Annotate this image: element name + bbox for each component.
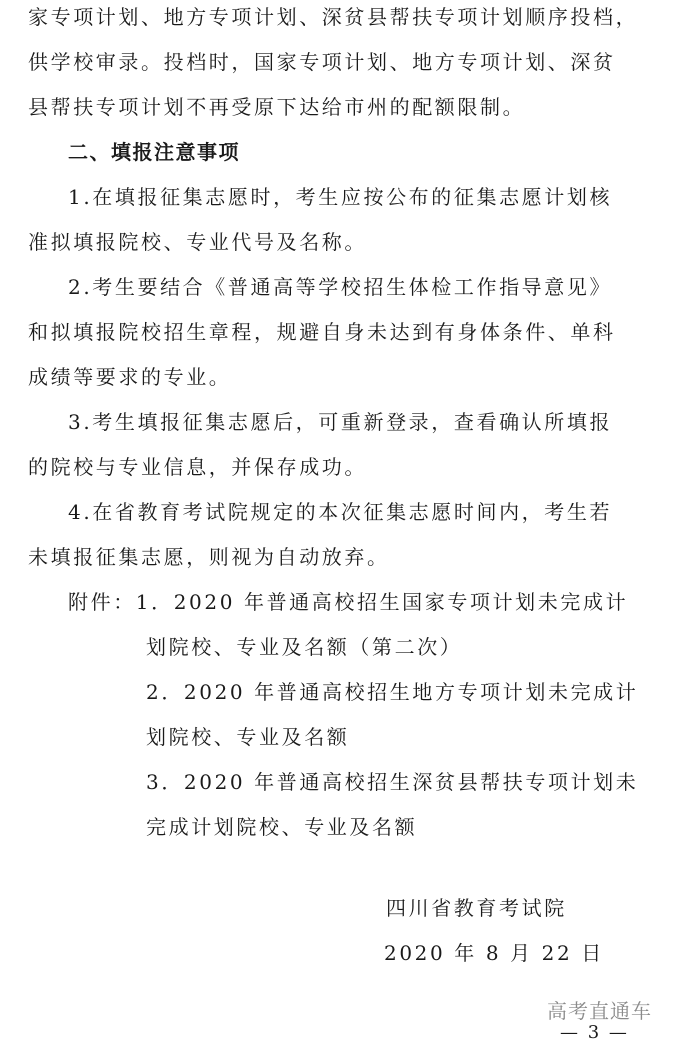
item-4-line-2: 未填报征集志愿，则视为自动放弃。	[28, 545, 390, 569]
section-heading: 二、填报注意事项	[68, 140, 240, 164]
signature-date: 2020 年 8 月 22 日	[384, 941, 604, 965]
attachment-1-line-2: 划院校、专业及名额（第二次）	[146, 635, 463, 659]
signature-org: 四川省教育考试院	[386, 896, 567, 920]
item-4-line-1: 4.在省教育考试院规定的本次征集志愿时间内，考生若	[68, 500, 613, 524]
item-3-line-2: 的院校与专业信息，并保存成功。	[28, 455, 367, 479]
watermark-text: 高考直通车	[547, 999, 652, 1023]
item-2-line-1: 2.考生要结合《普通高等学校招生体检工作指导意见》	[68, 275, 613, 299]
attachment-1-line-1: 附件：1．2020 年普通高校招生国家专项计划未完成计	[68, 590, 629, 614]
page-number: — 3 —	[560, 1022, 629, 1043]
intro-line-3: 县帮扶专项计划不再受原下达给市州的配额限制。	[28, 95, 526, 119]
intro-line-1: 家专项计划、地方专项计划、深贫县帮扶专项计划顺序投档，	[28, 5, 639, 29]
item-2-line-3: 成绩等要求的专业。	[28, 365, 232, 389]
item-3-line-1: 3.考生填报征集志愿后，可重新登录，查看确认所填报	[68, 410, 613, 434]
item-2-line-2: 和拟填报院校招生章程，规避自身未达到有身体条件、单科	[28, 320, 616, 344]
item-1-line-2: 准拟填报院校、专业代号及名称。	[28, 230, 367, 254]
attachment-3-line-1: 3．2020 年普通高校招生深贫县帮扶专项计划未	[146, 770, 639, 794]
attachment-2-line-2: 划院校、专业及名额	[146, 725, 350, 749]
attachment-2-line-1: 2．2020 年普通高校招生地方专项计划未完成计	[146, 680, 639, 704]
intro-line-2: 供学校审录。投档时，国家专项计划、地方专项计划、深贫	[28, 50, 616, 74]
attachment-3-line-2: 完成计划院校、专业及名额	[146, 815, 418, 839]
item-1-line-1: 1.在填报征集志愿时，考生应按公布的征集志愿计划核	[68, 185, 613, 209]
